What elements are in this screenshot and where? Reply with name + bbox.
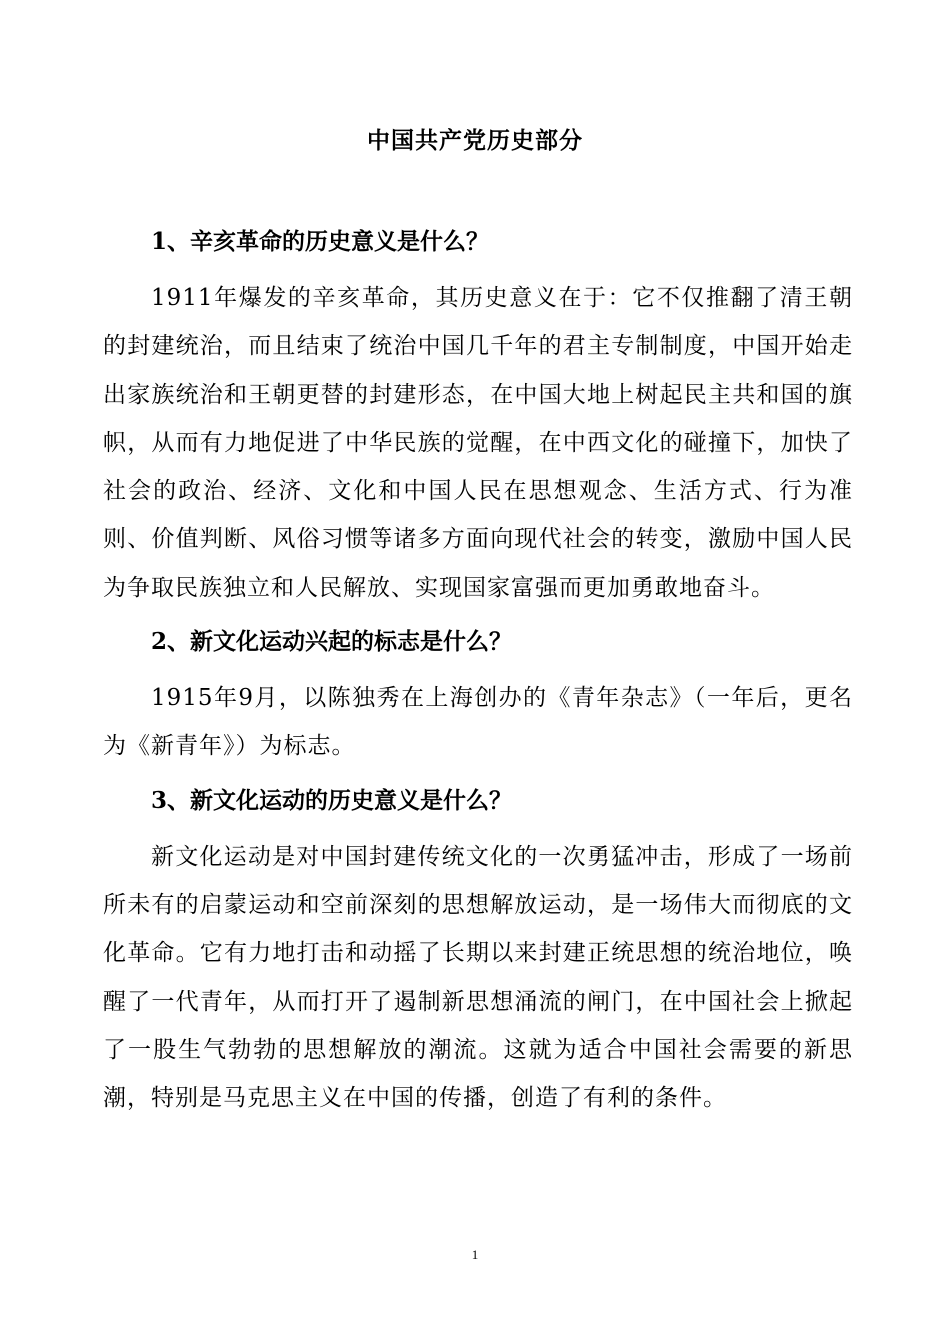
page-title: 中国共产党历史部分 bbox=[367, 127, 583, 154]
question-heading: 3、新文化运动的历史意义是什么？ bbox=[151, 786, 513, 814]
answer-paragraph: 新文化运动是对中国封建传统文化的一次勇猛冲击，形成了一场前所未有的启蒙运动和空前深刻的思想解放运动，是一场伟大而彻底的文化革命。它有力地打击和动摇了长期以来封建正统思想的统治地位，唤醒了一代青年，从而打开了遏制新思想涌流的闸门，在中国社会上掀起了一股生气勃勃的思想解放的潮流。这就为适合中国社会需要的新思潮，特别是马克思主义在中国的传播，创造了有利的条件。 bbox=[103, 843, 853, 1112]
qa-section-2 bbox=[103, 622, 853, 771]
answer-paragraph: 1911年爆发的辛亥革命，其历史意义在于：它不仅推翻了清王朝的封建统治，而且结束了统治中国几千年的君主专制制度，中国开始走出家族统治和王朝更替的封建形态，在中国大地上树起民主共和国的旗帜，从而有力地促进了中华民族的觉醒，在中西文化的碰撞下，加快了社会的政治、经济、文化和中国人民在思想观念、生活方式、行为准则、价值判断、风俗习惯等诸多方面向现代社会的转变，激励中国人民为争取民族独立和人民解放、实现国家富强而更加勇敢地奋斗。 bbox=[103, 285, 853, 601]
question-heading: 2、新文化运动兴起的标志是什么？ bbox=[151, 628, 513, 656]
answer-paragraph: 1915年9月，以陈独秀在上海创办的《青年杂志》（一年后，更名为《新青年》）为标志。 bbox=[103, 685, 853, 760]
page-number: 1 bbox=[471, 1247, 479, 1262]
qa-section-1 bbox=[103, 222, 853, 612]
qa-section-3 bbox=[103, 781, 853, 1123]
document-body bbox=[103, 222, 853, 1132]
question-heading: 1、辛亥革命的历史意义是什么？ bbox=[151, 228, 490, 255]
